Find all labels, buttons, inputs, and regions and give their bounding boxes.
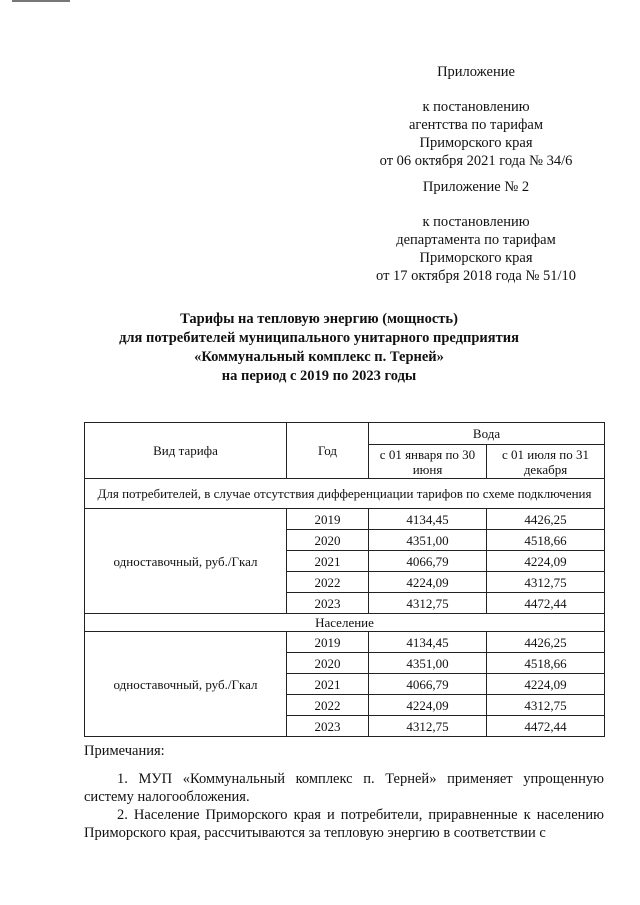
value-cell: 4066,79 (369, 551, 487, 572)
year-cell: 2022 (287, 572, 369, 593)
appendix-original-line: от 17 октября 2018 года № 51/10 (376, 268, 576, 284)
year-cell: 2020 (287, 653, 369, 674)
year-cell: 2021 (287, 674, 369, 695)
year-cell: 2019 (287, 509, 369, 530)
document-title (60, 310, 578, 386)
value-cell: 4351,00 (369, 653, 487, 674)
appendix-original-line: департамента по тарифам (396, 232, 556, 248)
year-cell: 2019 (287, 632, 369, 653)
header-year: Год (287, 423, 369, 479)
value-cell: 4472,44 (487, 593, 605, 614)
appendix-original (360, 178, 592, 285)
section-heading: Население (85, 614, 605, 632)
section-heading: Для потребителей, в случае отсутствия дифференциации тарифов по схеме подключения (85, 479, 605, 509)
title-line: Тарифы на тепловую энергию (мощность) (180, 311, 458, 327)
tariff-type-cell: одноставочный, руб./Гкал (85, 509, 287, 614)
tariff-type-cell: одноставочный, руб./Гкал (85, 632, 287, 737)
title-line: на период с 2019 по 2023 годы (221, 368, 417, 384)
header-first-half: с 01 января по 30 июня (369, 445, 487, 479)
appendix-current (360, 63, 592, 170)
appendix-current-title: Приложение (437, 64, 515, 80)
year-cell: 2022 (287, 695, 369, 716)
value-cell: 4066,79 (369, 674, 487, 695)
value-cell: 4312,75 (369, 593, 487, 614)
year-cell: 2020 (287, 530, 369, 551)
header-water: Вода (369, 423, 605, 445)
value-cell: 4426,25 (487, 509, 605, 530)
value-cell: 4224,09 (487, 674, 605, 695)
value-cell: 4518,66 (487, 653, 605, 674)
appendix-original-title: Приложение № 2 (422, 179, 530, 195)
tariff-table (84, 422, 605, 737)
year-cell: 2023 (287, 716, 369, 737)
title-line: «Коммунальный комплекс п. Терней» (194, 349, 444, 365)
header-tariff-type: Вид тарифа (85, 423, 287, 479)
title-line: для потребителей муниципального унитарного предприятия (119, 330, 519, 346)
value-cell: 4426,25 (487, 632, 605, 653)
value-cell: 4312,75 (487, 695, 605, 716)
header-second-half: с 01 июля по 31 декабря (487, 445, 605, 479)
value-cell: 4224,09 (369, 695, 487, 716)
value-cell: 4472,44 (487, 716, 605, 737)
value-cell: 4518,66 (487, 530, 605, 551)
appendix-original-line: Приморского края (419, 250, 533, 266)
value-cell: 4312,75 (487, 572, 605, 593)
note-item: 2. Население Приморского края и потребители, приравненные к населению Приморского края, рассчитываются за тепловую энергию в соответствии с (84, 807, 604, 841)
scan-edge-mark (12, 0, 70, 2)
value-cell: 4312,75 (369, 716, 487, 737)
value-cell: 4224,09 (487, 551, 605, 572)
value-cell: 4224,09 (369, 572, 487, 593)
appendix-current-line: от 06 октября 2021 года № 34/6 (379, 153, 573, 169)
value-cell: 4134,45 (369, 632, 487, 653)
value-cell: 4134,45 (369, 509, 487, 530)
appendix-current-line: Приморского края (419, 135, 533, 151)
value-cell: 4351,00 (369, 530, 487, 551)
appendix-original-line: к постановлению (422, 214, 530, 230)
year-cell: 2021 (287, 551, 369, 572)
appendix-current-line: агентства по тарифам (409, 117, 543, 133)
year-cell: 2023 (287, 593, 369, 614)
appendix-current-line: к постановлению (422, 99, 530, 115)
notes (84, 742, 604, 842)
notes-heading: Примечания: (84, 743, 165, 759)
note-item: 1. МУП «Коммунальный комплекс п. Терней» применяет упрощенную систему налогообложения. (84, 771, 604, 805)
